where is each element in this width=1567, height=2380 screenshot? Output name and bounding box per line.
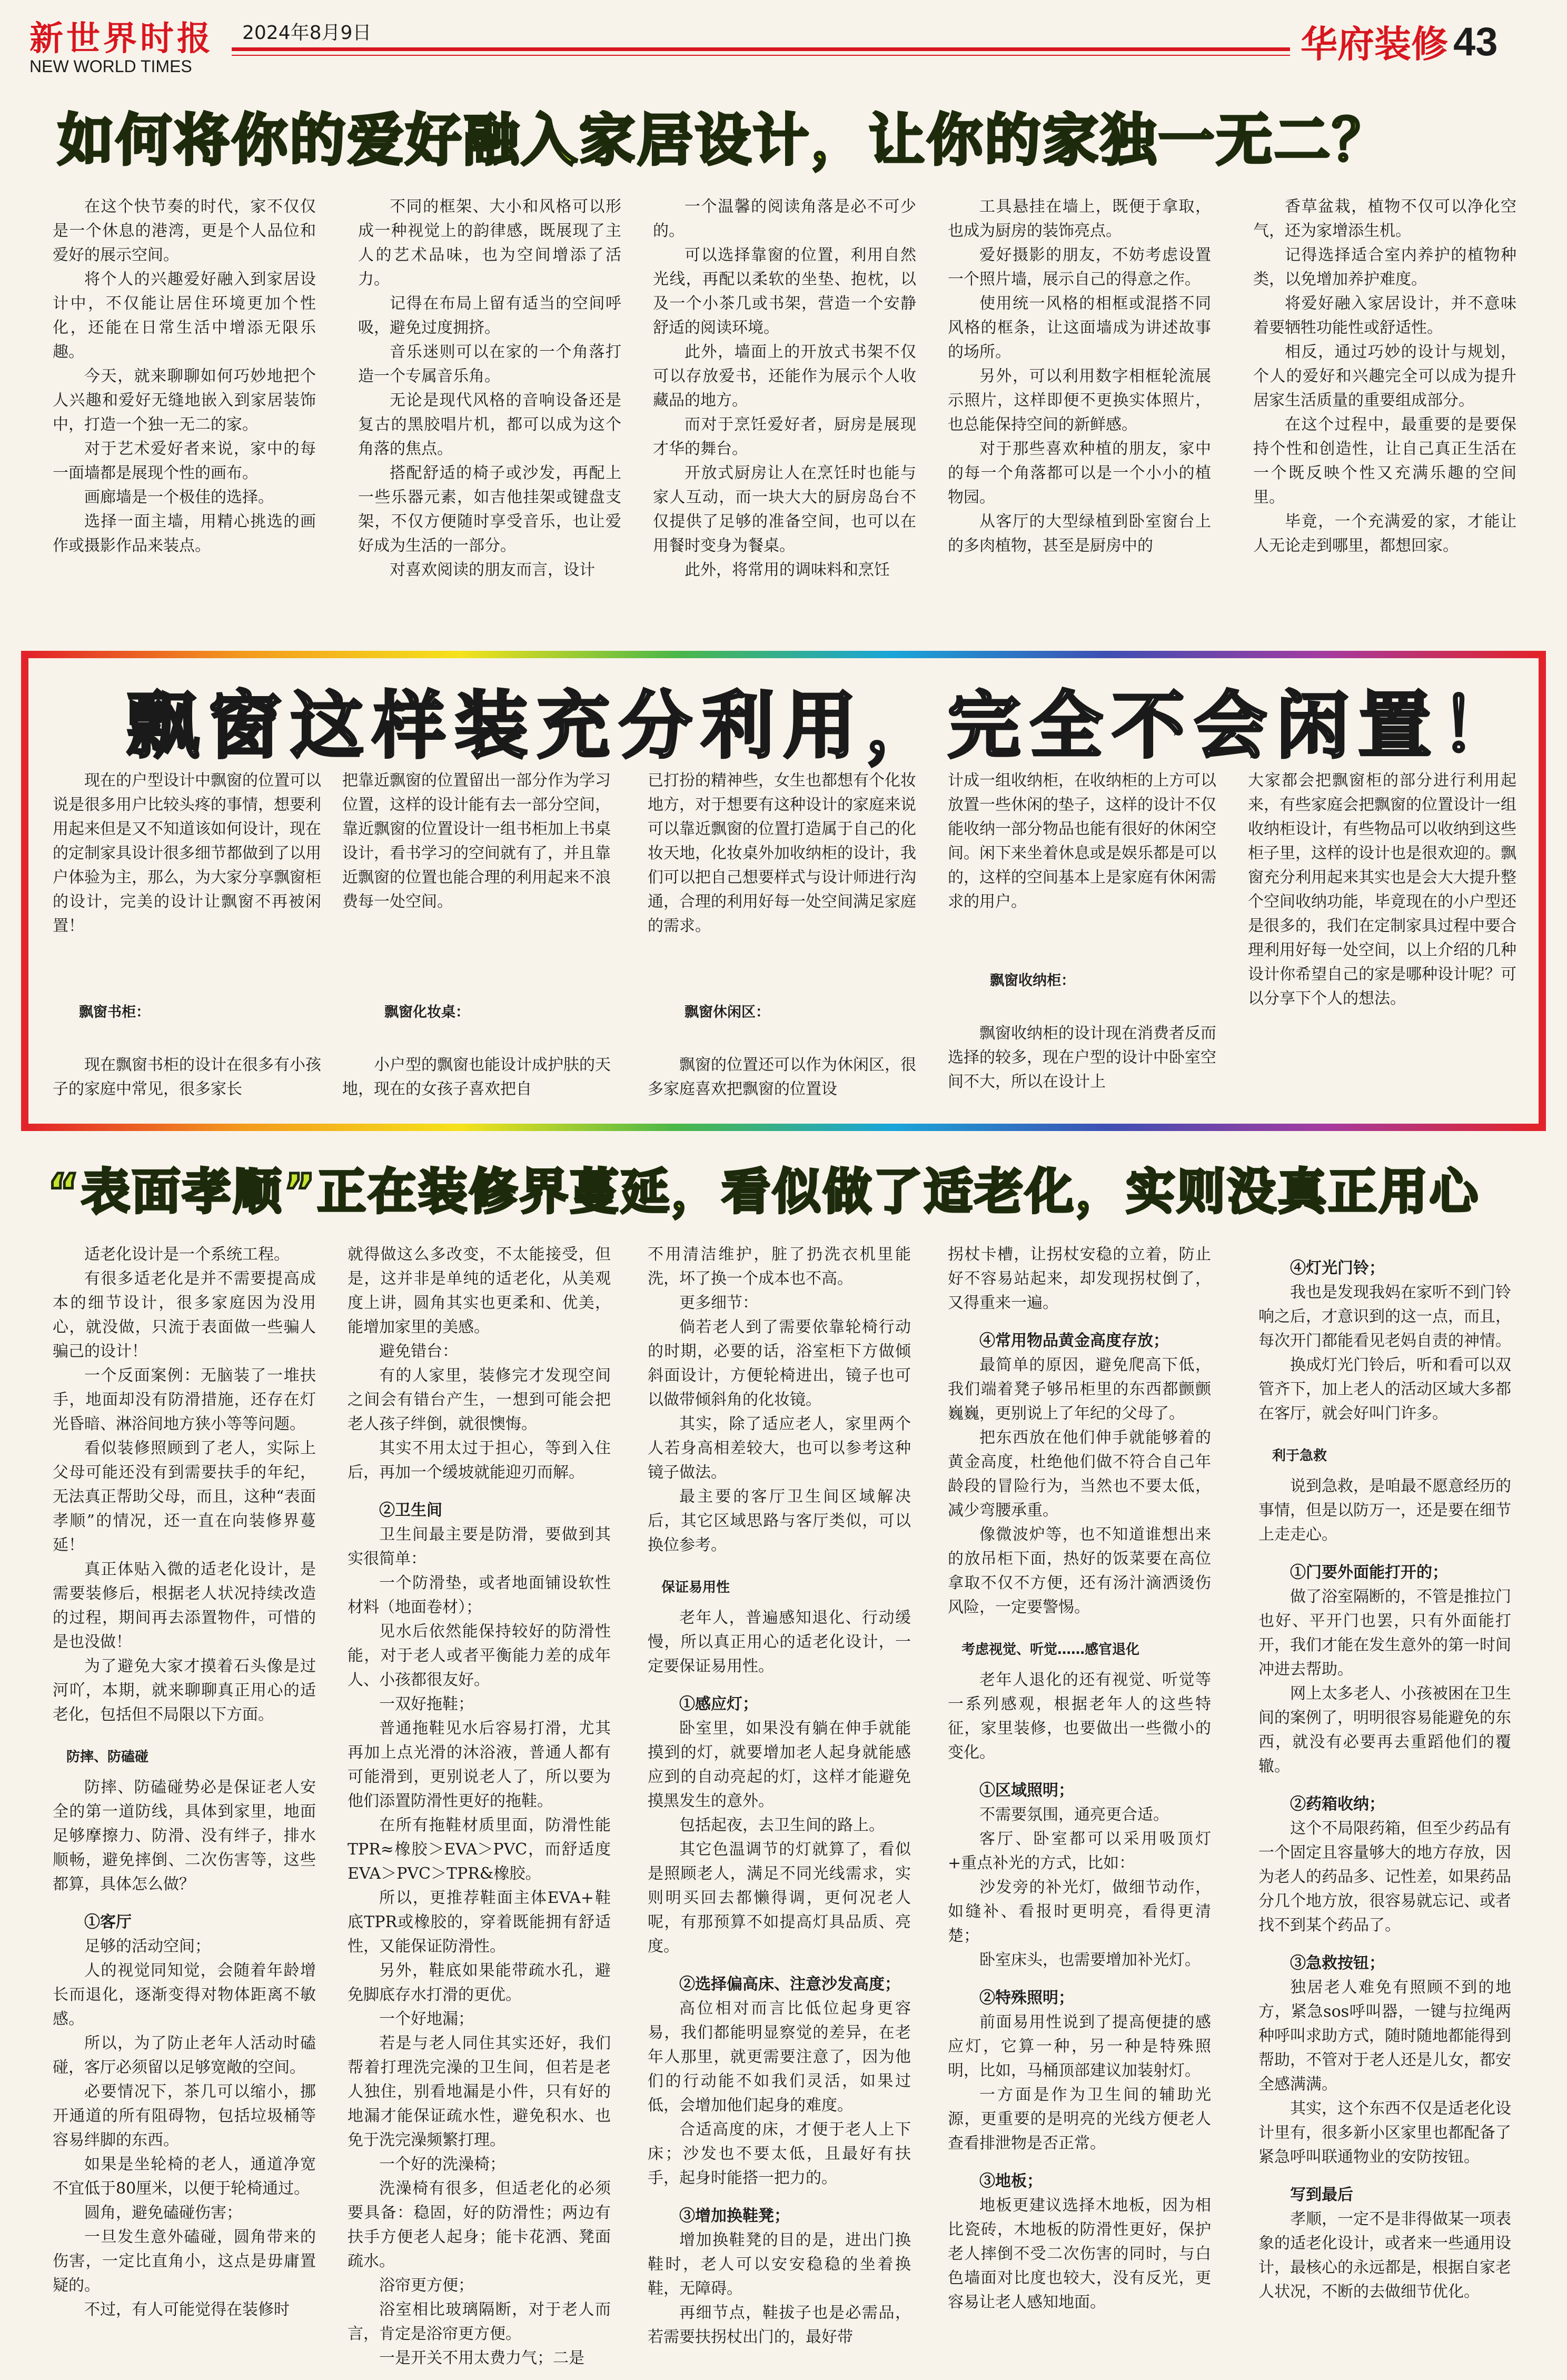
paragraph: 此外，将常用的调味料和烹饪 [685,561,890,579]
paragraph: 我也是发现我妈在家听不到门铃响之后，才意识到的这一点，而且，每次开门都能看见老妈自责的神情。 [1258,1283,1511,1350]
paragraph: 洗澡椅有很多，但适老化的必须要具备：稳固，好的防滑性；两边有扶手方便老人起身；能卡花洒、凳面疏水。 [348,2179,611,2270]
numbered-subhead: ②药箱收纳； [1290,1795,1385,1813]
page-number: 43 [1453,19,1498,64]
paragraph: 见水后依然能保持较好的防滑性能，对于老人或者平衡能力差的成年人、小孩都很友好。 [348,1622,611,1689]
paragraph: 其实不用太过于担心，等到入住后，再加一个缓坡就能迎刃而解。 [348,1439,611,1482]
paragraph: 将爱好融入家居设计，并不意味着要牺牲功能性或舒适性。 [1253,294,1516,337]
numbered-subhead: ①感应灯； [679,1695,758,1713]
paragraph: 高位相对而言比低位起身更容易，我们都能明显察觉的差异，在老年人那里，就更需要注意了，因为他们的行动能不如我们灵活，如果过低，会增加他们起身的难度。 [648,1999,911,2115]
paragraph: 换成灯光门铃后，听和看可以双管齐下，加上老人的活动区域大多都在客厅，就会好叫门许多。 [1258,1356,1511,1423]
article2-col-1-bottom: 现在飘窗书柜的设计在很多有小孩子的家庭中常见，很多家长 [53,1056,321,1098]
paragraph: 另外，鞋底如果能带疏水孔，避免脚底存水打滑的更优。 [348,1961,611,2004]
article1-title: 如何将你的爱好融入家居设计，让你的家独一无二？ [58,108,1390,173]
article3-col-2 [348,1243,611,2375]
paragraph: 就得做这么多改变，不太能接受，但是，这并非是单纯的适老化，从美观度上讲，圆角其实也更柔和、优美，能增加家里的美感。 [348,1245,611,1336]
paragraph: 卧室床头，也需要增加补光灯。 [979,1951,1201,1969]
header-rule-thin [232,55,1290,56]
numbered-subhead: 写到最后 [1290,2186,1353,2204]
article2-col-2-bottom: 小户型的飘窗也能设计成护肤的天地，现在的女孩子喜欢把自 [342,1056,611,1098]
paragraph: 最主要的客厅卫生间区域解决后，其它区域思路与客厅类似，可以换位参考。 [648,1488,911,1554]
paragraph: 不同的框架、大小和风格可以形成一种视觉上的韵律感，既展现了主人的艺术品味，也为空间增添了活力。 [358,197,621,289]
paragraph: 避免错台： [379,1342,458,1361]
paragraph: 香草盆栽，植物不仅可以净化空气，还为家增添生机。 [1253,197,1516,240]
paragraph: 适老化设计是一个系统工程。 [84,1245,290,1264]
paragraph: 拐杖卡槽，让拐杖安稳的立着，防止好不容易站起来，却发现拐杖倒了，又得重来一遍。 [948,1245,1211,1312]
paragraph: 可以选择靠窗的位置，利用自然光线，再配以柔软的坐垫、抱枕，以及一个小茶几或书架，营造一个安静舒适的阅读环境。 [653,246,916,337]
paragraph: 一个反面案例：无脑装了一堆扶手，地面却没有防滑措施，还存在灯光昏暗、淋浴间地方狭小等等问题。 [53,1366,316,1433]
paragraph: 防摔、防磕碰势必是保证老人安全的第一道防线，具体到家里，地面足够摩擦力、防滑、没有绊子，排水顺畅，避免摔倒、二次伤害等，这些都算，具体怎么做？ [53,1778,316,1893]
paragraph: 网上太多老人、小孩被困在卫生间的案例了，明明很容易能避免的东西，就没有必要再去重蹈他们的覆辙。 [1258,1684,1511,1776]
article2-sub-storage: 飘窗收纳柜： [990,973,1075,989]
paragraph: 从客厅的大型绿植到卧室窗台上的多肉植物，甚至是厨房中的 [948,512,1211,555]
paragraph: 不需要氛围，通亮更合适。 [979,1806,1169,1824]
paragraph: 一是开关不用太费力气；二是 [379,2349,584,2367]
paragraph: 再细节点，鞋拔子也是必需品，若需要扶拐杖出门的，最好带 [648,2304,911,2346]
paragraph: 无论是现代风格的音响设备还是复古的黑胶唱片机，都可以成为这个角落的焦点。 [358,391,621,458]
paragraph: 足够的活动空间； [84,1937,211,1956]
paragraph: 合适高度的床，才便于老人上下床；沙发也不要太低，且最好有扶手，起身时能搭一把力的。 [648,2120,911,2187]
paragraph: 一双好拖鞋； [379,1695,474,1713]
issue-date: 2024年8月9日 [242,22,372,44]
paragraph: 爱好摄影的朋友，不妨考虑设置一个照片墙，展示自己的得意之作。 [948,246,1211,289]
paragraph: 有很多适老化是并不需要提高成本的细节设计，很多家庭因为没用心，就没做，只流于表面做一些骗人骗己的设计！ [53,1270,316,1361]
paragraph: 对于艺术爱好者来说，家中的每一面墙都是展现个性的画布。 [53,440,316,482]
paragraph: 有的人家里，装修完才发现空间之间会有错台产生，一想到可能会把老人孩子绊倒，就很懊悔。 [348,1366,611,1433]
paragraph: 独居老人难免有照顾不到的地方，紧急sos呼叫器，一键与拉绳两种呼叫求助方式，随时随地都能得到帮助，不管对于老人还是儿女，都安全感满满。 [1258,1978,1511,2094]
paragraph: 今天，就来聊聊如何巧妙地把个人兴趣和爱好无缝地嵌入到家居装饰中，打造一个独一无二的家。 [53,367,316,434]
section-subhead: 利于急救 [1272,1448,1327,1464]
article3-col-5 [1258,1243,1511,2375]
article1-col-5 [1253,195,1516,648]
english-masthead: NEW WORLD TIMES [29,57,192,76]
paragraph: 浴帘更方便； [379,2276,474,2295]
article1-col-4 [948,195,1211,648]
numbered-subhead: ②特殊照明； [979,1989,1074,2007]
article2-col-3-bottom: 飘窗的位置还可以作为休闲区，很多家庭喜欢把飘窗的位置设 [648,1056,916,1098]
paragraph: 在所有拖鞋材质里面，防滑性能TPR≈橡胶＞EVA＞PVC，而舒适度EVA＞PVC＞TPR&橡胶。 [348,1816,611,1883]
paragraph: 必要情况下，茶几可以缩小，挪开通道的所有阻碍物，包括垃圾桶等容易绊脚的东西。 [53,2082,316,2149]
paragraph: 在这个过程中，最重要的是要保持个性和创造性，让自己真正生活在一个既反映个性又充满乐趣的空间里。 [1253,415,1516,507]
article3-col-4 [948,1243,1211,2375]
paragraph: 真正体贴入微的适老化设计，是需要装修后，根据老人状况持续改造的过程，期间再去添置物件，可惜的是也没做！ [53,1560,316,1651]
paragraph: 地板更建议选择木地板，因为相比瓷砖，木地板的防滑性更好，保护老人摔倒不受二次伤害的同时，与白色墙面对比度也较大，没有反光，更容易让老人感知地面。 [948,2196,1211,2312]
numbered-subhead: ④灯光门铃； [1290,1259,1385,1277]
paragraph: 不用清洁维护，脏了扔洗衣机里能洗，坏了换一个成本也不高。 [648,1245,911,1288]
paragraph: 若是与老人同住其实还好，我们帮着打理洗完澡的卫生间，但若是老人独住，别看地漏是小件，只有好的地漏才能保证疏水性，避免积水、也免于洗完澡频繁打理。 [348,2034,611,2149]
paragraph: 前面易用性说到了提高便捷的感应灯，它算一种，另一种是特殊照明，比如，马桶顶部建议加装射灯。 [948,2013,1211,2080]
paragraph: 客厅、卧室都可以采用吸顶灯+重点补光的方式，比如： [948,1830,1211,1872]
article3-title: “表面孝顺”正在装修界蔓延，看似做了适老化，实则没真正用心 [47,1164,1480,1220]
article2-title: 飘窗这样装充分利用，完全不会闲置！ [126,683,1523,768]
paragraph: 一个好的洗澡椅； [379,2155,505,2174]
numbered-subhead: ③增加换鞋凳； [679,2207,790,2225]
paragraph: 选择一面主墙，用精心挑选的画作或摄影作品来装点。 [53,512,316,555]
paragraph: 沙发旁的补光灯，做细节动作，如缝补、看报时更明亮，看得更清楚； [948,1878,1211,1945]
paragraph: 更多细节： [679,1294,758,1312]
paragraph: 开放式厨房让人在烹饪时也能与家人互动，而一块大大的厨房岛台不仅提供了足够的准备空间，也可以在用餐时变身为餐桌。 [653,464,916,555]
masthead: 新世界时报 [29,19,214,58]
paragraph: 其实，这个东西不仅是适老化设计里有，很多新小区家里也都配备了紧急呼叫联通物业的安防按钮。 [1258,2099,1511,2166]
paragraph: 记得在布局上留有适当的空间呼吸，避免过度拥挤。 [358,294,621,337]
article1-col-1 [53,195,316,648]
paragraph: 增加换鞋凳的目的是，进出门换鞋时，老人可以安安稳稳的坐着换鞋，无障碍。 [648,2231,911,2298]
paragraph: 老年人退化的还有视觉、听觉等一系列感观，根据老年人的这些特征，家里装修，也要做出一些微小的变化。 [948,1671,1211,1762]
paragraph: 记得选择适合室内养护的植物种类，以免增加养护难度。 [1253,246,1516,289]
article1-col-2 [358,195,621,648]
article2-col-4-top: 计成一组收纳柜，在收纳柜的上方可以放置一些休闲的垫子，这样的设计不仅能收纳一部分物品也能有很好的休闲空间。闲下来坐着休息或是娱乐都是可以的，这样的空间基本上是家庭有休闲需求的用户。 [948,771,1216,911]
paragraph: 一个好地漏； [379,2010,474,2028]
article2-sub-vanity: 飘窗化妆桌： [384,1004,470,1020]
paragraph: 卧室里，如果没有躺在伸手就能摸到的灯，就要增加老人起身就能感应到的自动亮起的灯，这样才能避免摸黑发生的意外。 [648,1719,911,1810]
numbered-subhead: ④常用物品黄金高度存放； [979,1332,1169,1350]
paragraph: 倘若老人到了需要依靠轮椅行动的时期，必要的话，浴室柜下方做倾斜面设计，方便轮椅进出，镜子也可以做带倾斜角的化妆镜。 [648,1318,911,1409]
paragraph: 做了浴室隔断的，不管是推拉门也好、平开门也罢，只有外面能打开，我们才能在发生意外的第一时间冲进去帮助。 [1258,1588,1511,1679]
numbered-subhead: ③地板； [979,2172,1043,2190]
paragraph: 这个不局限药箱，但至少药品有一个固定且容量够大的地方存放，因为老人的药品多、记性差，如果药品分几个地方放，很容易就忘记、或者找不到某个药品了。 [1258,1819,1511,1935]
article2-col-4-bottom: 飘窗收纳柜的设计现在消费者反而选择的较多，现在户型的设计中卧室空间不大，所以在设计上 [948,1024,1216,1091]
paragraph: 孝顺，一定不是非得做某一项表象的适老化设计，或者来一些通用设计，最核心的永远都是，根据自家老人状况，不断的去做细节优化。 [1258,2210,1511,2301]
paragraph: 相反，通过巧妙的设计与规划，个人的爱好和兴趣完全可以成为提升居家生活质量的重要组成部分。 [1253,343,1516,410]
paragraph: 最简单的原因，避免爬高下低，我们端着凳子够吊柜里的东西都颤颤巍巍，更别说上了年纪的父母了。 [948,1356,1211,1423]
article3-col-1 [53,1243,316,2375]
paragraph: 工具悬挂在墙上，既便于拿取，也成为厨房的装饰亮点。 [948,197,1211,240]
paragraph: 对喜欢阅读的朋友而言，设计 [390,561,595,579]
section-subhead: 保证易用性 [661,1580,730,1595]
article2-col-2-top: 把靠近飘窗的位置留出一部分作为学习位置，这样的设计能有去一部分空间，靠近飘窗的位置设计一组书柜加上书桌设计，看书学习的空间就有了，并且靠近飘窗的位置也能合理的利用起来不浪费每一处空间。 [342,771,611,911]
paragraph: 搭配舒适的椅子或沙发，再配上一些乐器元素，如吉他挂架或键盘支架，不仅方便随时享受音乐，也让爱好成为生活的一部分。 [358,464,621,555]
paragraph: 人的视觉同知觉，会随着年龄增长而退化，逐渐变得对物体距离不敏感。 [53,1961,316,2028]
paragraph: 像微波炉等，也不知道谁想出来的放吊柜下面，热好的饭菜要在高位拿取不仅不方便，还有汤汁滴洒烫伤风险，一定要警惕。 [948,1525,1211,1617]
paragraph: 所以，更推荐鞋面主体EVA+鞋底TPR或橡胶的，穿着既能拥有舒适性，又能保证防滑性。 [348,1889,611,1956]
paragraph: 普通拖鞋见水后容易打滑，尤其再加上点光滑的沐浴液，普通人都有可能滑到，更别说老人了，所以要为他们添置防滑性更好的拖鞋。 [348,1719,611,1810]
paragraph: 如果是坐轮椅的老人，通道净宽不宜低于80厘米，以便于轮椅通过。 [53,2155,316,2198]
paragraph: 一个防滑垫，或者地面铺设软性材料（地面卷材）； [348,1574,611,1617]
paragraph: 音乐迷则可以在家的一个角落打造一个专属音乐角。 [358,343,621,385]
section-subhead: 考虑视觉、听觉……感官退化 [961,1642,1140,1658]
paragraph: 另外，可以利用数字相框轮流展示照片，这样即便不更换实体照片，也总能保持空间的新鲜感。 [948,367,1211,434]
numbered-subhead: ②卫生间 [379,1501,442,1520]
article2-sub-leisure: 飘窗休闲区： [685,1004,770,1020]
paragraph: 将个人的兴趣爱好融入到家居设计中，不仅能让居住环境更加个性化，还能在日常生活中增添无限乐趣。 [53,270,316,361]
paragraph: 对于那些喜欢种植的朋友，家中的每一个角落都可以是一个小小的植物园。 [948,440,1211,507]
paragraph: 其实，除了适应老人，家里两个人若身高相差较大，也可以参考这种镜子做法。 [648,1415,911,1482]
paragraph: 说到急救，是咱最不愿意经历的事情，但是以防万一，还是要在细节上走走心。 [1258,1477,1511,1544]
article2-sub-bookcase: 飘窗书柜： [79,1004,150,1020]
paragraph: 为了避免大家才摸着石头像是过河吖，本期，就来聊聊真正用心的适老化，包括但不局限以下方面。 [53,1657,316,1724]
paragraph: 毕竟，一个充满爱的家，才能让人无论走到哪里，都想回家。 [1253,512,1516,555]
article2-col-1-top: 现在的户型设计中飘窗的位置可以说是很多用户比较头疼的事情，想要利用起来但是又不知道该如何设计，现在的定制家具设计很多细节都做到了以用户体验为主，那么，为大家分享飘窗柜的设计，完美的设计让飘窗不再被闲置！ [53,771,321,935]
paragraph: 所以，为了防止老年人活动时磕碰，客厅必须留以足够宽敞的空间。 [53,2034,316,2077]
paragraph: 一个温馨的阅读角落是必不可少的。 [653,197,916,240]
paragraph: 浴室相比玻璃隔断，对于老人而言，肯定是浴帘更方便。 [348,2300,611,2343]
header-rule [232,47,1290,51]
article2-col-3-top: 已打扮的精神些，女生也都想有个化妆地方，对于想要有这种设计的家庭来说可以靠近飘窗的位置打造属于自己的化妆天地，化妆桌外加收纳柜的设计，我们可以把自己想要样式与设计师进行沟通，合理的利用好每一处空间满足家庭的需求。 [648,771,916,935]
paragraph: 卫生间最主要是防滑，要做到其实很简单： [348,1525,611,1568]
numbered-subhead: ①门要外面能打开的； [1290,1563,1448,1582]
paragraph: 看似装修照顾到了老人，实际上父母可能还没有到需要扶手的年纪，无法真正帮助父母，而且，这种“表面孝顺”的情况，还一直在向装修界蔓延！ [53,1439,316,1554]
paragraph: 一方面是作为卫生间的辅助光源，更重要的是明亮的光线方便老人查看排泄物是否正常。 [948,2086,1211,2153]
paragraph: 把东西放在他们伸手就能够着的黄金高度，杜绝他们做不符合自己年龄段的冒险行为，当然也不要太低，减少弯腰承重。 [948,1429,1211,1520]
numbered-subhead: ③急救按钮； [1290,1954,1385,1972]
paragraph: 包括起夜，去卫生间的路上。 [679,1816,885,1834]
section-title: 华府装修 [1301,23,1448,66]
page-header [0,0,1567,84]
paragraph: 不过，有人可能觉得在装修时 [84,2300,290,2319]
article1-col-3 [653,195,916,648]
paragraph: 老年人，普遍感知退化、行动缓慢，所以真正用心的适老化设计，一定要保证易用性。 [648,1609,911,1675]
article2-col-5: 大家都会把飘窗柜的部分进行利用起来，有些家庭会把飘窗的位置设计一组收纳柜设计，有些物品可以收纳到这些柜子里，这样的设计也是很欢迎的。飘窗充分利用起来其实也是会大大提升整个空间收纳功能，毕竟现在的小户型还是很多的，我们在定制家具过程中要合理利用好每一处空间，以上介绍的几种设计你希望自己的家是哪种设计呢？可以分享下个人的想法。 [1248,771,1516,1008]
numbered-subhead: ①区域照明； [979,1781,1074,1800]
paragraph: 一旦发生意外磕碰，圆角带来的伤害，一定比直角小，这点是毋庸置疑的。 [53,2228,316,2295]
paragraph: 画廊墙是一个极佳的选择。 [84,488,274,507]
section-subhead: 防摔、防磕碰 [66,1749,149,1765]
paragraph: 在这个快节奏的时代，家不仅仅是一个休息的港湾，更是个人品位和爱好的展示空间。 [53,197,316,264]
paragraph: 使用统一风格的相框或混搭不同风格的框条，让这面墙成为讲述故事的场所。 [948,294,1211,361]
paragraph: 而对于烹饪爱好者，厨房是展现才华的舞台。 [653,415,916,458]
article3-col-3 [648,1243,911,2375]
paragraph: 其它色温调节的灯就算了，看似是照顾老人，满足不同光线需求，实则明买回去都懒得调，更何况老人呢，有那预算不如提高灯具品质、亮度。 [648,1840,911,1956]
paragraph: 圆角，避免磕碰伤害； [84,2204,242,2222]
paragraph: 此外，墙面上的开放式书架不仅可以存放爱书，还能作为展示个人收藏品的地方。 [653,343,916,410]
numbered-subhead: ①客厅 [84,1913,132,1931]
numbered-subhead: ②选择偏高床、注意沙发高度； [679,1975,900,1994]
